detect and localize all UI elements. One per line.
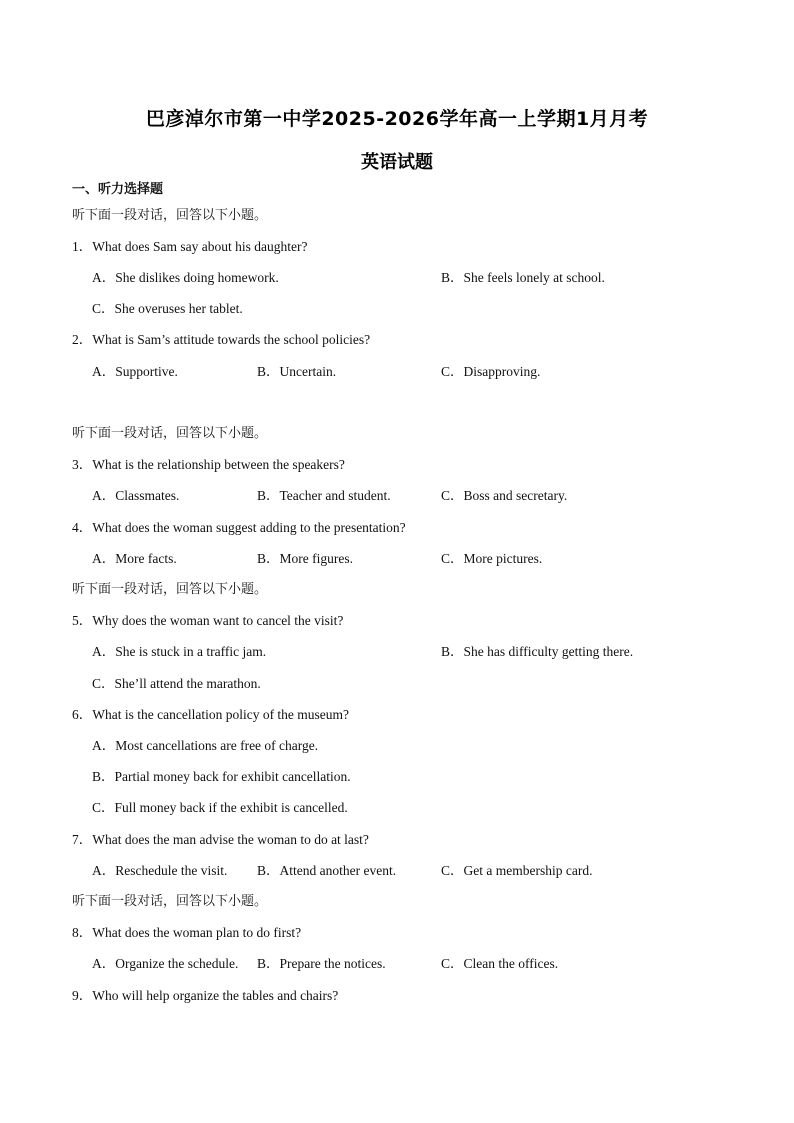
q6-option-c: C．Full money back if the exhibit is cancelled. xyxy=(92,800,348,815)
question-6: 6．What is the cancellation policy of the museum? xyxy=(72,707,350,722)
section-heading: 一、听力选择题 xyxy=(72,182,164,197)
question-3: 3．What is the relationship between the speakers? xyxy=(72,457,345,472)
q6-option-b: B．Partial money back for exhibit cancellation. xyxy=(92,769,351,784)
q5-option-b: B．She has difficulty getting there. xyxy=(441,644,634,659)
exam-title: 巴彦淖尔市第一中学2025-2026学年高一上学期1月月考 xyxy=(145,108,649,130)
question-4: 4．What does the woman suggest adding to the presentation? xyxy=(72,520,406,535)
question-1: 1．What does Sam say about his daughter? xyxy=(72,239,308,254)
q2-option-c: C．Disapproving. xyxy=(441,364,541,379)
q1-option-b: B．She feels lonely at school. xyxy=(441,270,605,285)
q7-option-a: A．Reschedule the visit. xyxy=(92,863,228,878)
q3-option-a: A．Classmates. xyxy=(92,488,180,503)
question-5: 5．Why does the woman want to cancel the visit? xyxy=(72,613,344,628)
q8-option-c: C．Clean the offices. xyxy=(441,956,559,971)
q1-option-a: A．She dislikes doing homework. xyxy=(92,270,279,285)
q2-option-a: A．Supportive. xyxy=(92,364,178,379)
q6-option-a: A．Most cancellations are free of charge. xyxy=(92,738,319,753)
q4-option-a: A．More facts. xyxy=(92,551,177,566)
q4-option-b: B．More figures. xyxy=(257,551,353,566)
exam-subtitle: 英语试题 xyxy=(361,152,433,173)
q7-option-b: B．Attend another event. xyxy=(257,863,397,878)
instruction: 听下面一段对话，回答以下小题。 xyxy=(72,208,268,223)
q3-option-c: C．Boss and secretary. xyxy=(441,488,568,503)
q3-option-b: B．Teacher and student. xyxy=(257,488,391,503)
q8-option-a: A．Organize the schedule. xyxy=(92,956,239,971)
instruction: 听下面一段对话，回答以下小题。 xyxy=(72,894,268,909)
q7-option-c: C．Get a membership card. xyxy=(441,863,593,878)
question-2: 2．What is Sam’s attitude towards the school policies? xyxy=(72,332,371,347)
q8-option-b: B．Prepare the notices. xyxy=(257,956,386,971)
q2-option-b: B．Uncertain. xyxy=(257,364,337,379)
question-8: 8．What does the woman plan to do first? xyxy=(72,925,302,940)
question-7: 7．What does the man advise the woman to do at last? xyxy=(72,832,369,847)
q1-option-c: C．She overuses her tablet. xyxy=(92,301,243,316)
q4-option-c: C．More pictures. xyxy=(441,551,543,566)
question-9: 9．Who will help organize the tables and chairs? xyxy=(72,988,339,1003)
q5-option-c: C．She’ll attend the marathon. xyxy=(92,676,261,691)
instruction: 听下面一段对话，回答以下小题。 xyxy=(72,426,268,441)
instruction: 听下面一段对话，回答以下小题。 xyxy=(72,582,268,597)
q5-option-a: A．She is stuck in a traffic jam. xyxy=(92,644,267,659)
